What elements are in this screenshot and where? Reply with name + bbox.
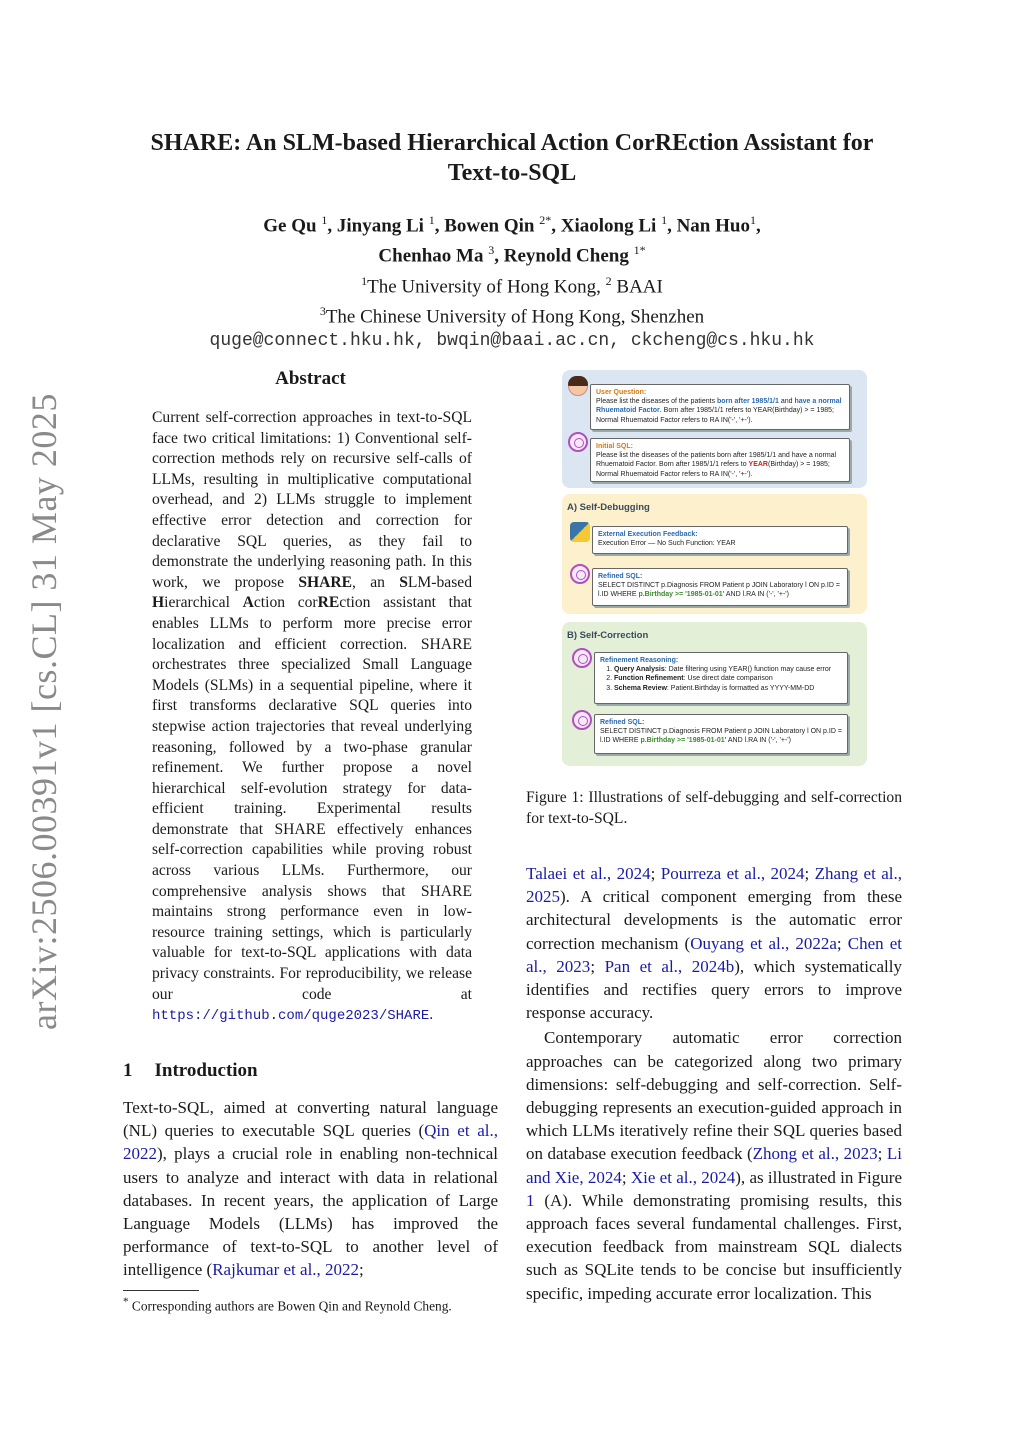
python-icon [570,522,590,542]
abstract-heading: Abstract [275,368,346,389]
author-name: Xiaolong Li [560,215,657,237]
citation-link[interactable]: Rajkumar et al., 2022 [212,1260,360,1280]
paragraph: Contemporary automatic error correction approaches can be categorized along two primary dimensions: self-debugging and self-correction. Self-debugging represents an execution-guided approach in which LLMs iteratively refine their SQL queries based on database execution feedback (Zhong et al., 2023; Li and Xie, 2024; Xie et al., 2024), as illustrated in Figure 1 (A). While demonstrating promising results, this approach faces several fundamental challenges. First, execution feedback from mainstream SQL dialects such as SQLite tends to be concise but insufficiently specific, impeding accurate error localization. This [526,1028,902,1303]
affiliation-line-2: $^3$The Chinese University of Hong Kong, Shenzhen [319,303,705,328]
footnote-rule [123,1290,199,1291]
citation-link[interactable]: Ouyang et al., 2022a [690,933,837,953]
introduction-text: Text-to-SQL, aimed at converting natural language (NL) queries to executable SQL queries (Qin et al., 2022), plays a crucial role in enabling non-technical users to analyze and interact with data in relational databases. In recent years, the application of Large Language Models (LLMs) has improved the performance of text-to-SQL to another level of intelligence (Rajkumar et al., 2022; [123,1098,498,1280]
user-question-card: User Question: Please list the diseases of the patients born after 1985/1/1 and have a normal Rhuematoid Factor. Born after 1985/1/1 refers to YEAR(Birthday) > = 1985; Normal Rhuematoid Factor refers to RA IN('-', '+-'). [590,384,850,430]
panel-title-self-correction: B) Self-Correction [567,630,649,641]
paragraph: Talaei et al., 2024; Pourreza et al., 2024; Zhang et al., 2025). A critical component emerging from these architectural developments is the automatic error correction mechanism (Ouyang et al., 2022a; Chen et al., 2023; Pan et al., 2024b), which systematically identifies and rectifies query errors to improve response accuracy. [526,864,903,1023]
refined-sql-card: Refined SQL: SELECT DISTINCT p.Diagnosis FROM Patient p JOIN Laboratory l ON p.ID = l.ID WHERE p.Birthday >= '1985-01-01' AND l.RA IN ('-', '+-') [594,714,848,754]
abstract-body: Current self-correction approaches in text-to-SQL face two critical limitations: 1) Conventional self-correction methods rely on recursive self-calls of LLMs, resulting in multiplicative computational overhead, and 2) LLMs struggle to implement effective error detection and correction for declarative SQL queries, as they fail to demonstrate the underlying reasoning path. In this work, we propose SHARE, an SLM-based Hierarchical Action corREction assistant that enables LLMs to perform more precise error localization and efficient correction. SHARE orchestrates three specialized Small Language Models (SLMs) in a sequential pipeline, where it first transforms declarative SQL queries into stepwise action trajectories that reveal underlying reasoning, followed by a two-phase granular refinement. We further propose a novel hierarchical self-evolution strategy for data-efficient training. Experimental results demonstrate that SHARE effectively enhances self-correction capabilities while proving robust across various LLMs. Furthermore, our comprehensive analysis shows that SHARE maintains strong performance even in low-resource training settings, which is particularly valuable for text-to-SQL applications with data privacy constraints. For reproducibility, we release our code at https://github.com/quge2023/SHARE. [152,409,472,1025]
question-panel [562,370,867,488]
right-column-text [526,862,902,1305]
list-item: 1. Query Analysis: Date filtering using YEAR() function may cause error [614,665,842,674]
author-name: Nan Huo [676,215,750,237]
author-name: Jinyang Li [336,215,424,237]
self-correction-panel [562,622,867,766]
reasoning-steps [600,665,842,693]
author-names-line-1: Ge Qu $^1$, Jinyang Li $^1$, Bowen Qin $^{2*}$, Xiaolong Li $^1$, Nan Huo$^1$, [263,213,761,237]
code-repository-link[interactable]: https://github.com/quge2023/SHARE [152,1008,430,1025]
figure-1 [562,370,867,766]
author-names-line-2: Chenhao Ma $^3$, Reynold Cheng $^{1*}$ [378,243,646,267]
title-line-2: Text-to-SQL [447,160,577,186]
author-emails: quge@connect.hku.hk, bwqin@baai.ac.cn, ckcheng@cs.hku.hk [209,331,815,352]
figure-reference-link[interactable]: 1 [526,1190,535,1210]
gpt-icon [572,710,592,730]
citation-link[interactable]: Chen et al., 2023 [526,933,903,976]
refinement-reasoning-card: Refinement Reasoning: 1. Query Analysis: Date filtering using YEAR() function may cause error 2. Function Refinement: Use direct date comparison 3. Schema Review: Patient.Birthday is formatted as YYYY-MM-DD [594,652,848,704]
execution-feedback-card: External Execution Feedback: Execution Error — No Such Function: YEAR [592,526,848,554]
gpt-icon [572,648,592,668]
citation-link[interactable]: Li and Xie, 2024 [526,1144,902,1187]
title-line-1: SHARE: An SLM-based Hierarchical Action CorREction Assistant for [150,130,874,156]
citation-link[interactable]: Qin et al., 2022 [123,1121,498,1164]
paper-title [90,128,934,188]
list-item: 3. Schema Review: Patient.Birthday is formatted as YYYY-MM-DD [614,684,842,693]
list-item: 2. Function Refinement: Use direct date comparison [614,674,842,683]
author-name: Bowen Qin [444,215,535,237]
figure-caption: Figure 1: Illustrations of self-debugging and self-correction for text-to-SQL. [526,789,902,827]
affiliation-line-1: $^1$The University of Hong Kong, $^2$ BAAI [361,273,663,297]
citation-link[interactable]: Talaei et al., 2024 [526,864,651,883]
author-block [90,208,934,353]
citation-link[interactable]: Zhang et al., 2025 [526,864,902,907]
gpt-icon [570,564,590,584]
panel-title-self-debugging: A) Self-Debugging [567,502,650,513]
citation-link[interactable]: Zhong et al., 2023 [752,1144,878,1164]
citation-link[interactable]: Pourreza et al., 2024 [660,864,805,883]
author-name: Reynold Cheng [503,245,629,267]
arxiv-identifier: arXiv:2506.00391v1 [cs.CL] 31 May 2025 [24,393,64,1030]
initial-sql-card: Initial SQL: Please list the diseases of the patients born after 1985/1/1 and have a normal Rhuematoid Factor. Born after 1985/1/1 refers to YEAR(Birthday) > = 1985; Normal Rhuematoid Factor refers to RA IN('-', '+-'). [590,438,850,482]
citation-link[interactable]: Pan et al., 2024b [604,956,735,976]
user-avatar-icon [568,376,588,396]
author-name: Ge Qu [263,215,317,237]
gpt-icon [568,432,588,452]
footnote: * Corresponding authors are Bowen Qin and Reynold Cheng. [123,1296,452,1314]
self-debugging-panel [562,494,867,614]
section-heading-introduction: 1 Introduction [123,1060,258,1081]
refined-sql-card: Refined SQL: SELECT DISTINCT p.Diagnosis FROM Patient p JOIN Laboratory l ON p.ID = l.ID WHERE p.Birthday >= '1985-01-01' AND l.RA IN ('-', '+-') [592,568,848,606]
author-name: Chenhao Ma [378,245,484,267]
citation-link[interactable]: Xie et al., 2024 [630,1167,736,1187]
